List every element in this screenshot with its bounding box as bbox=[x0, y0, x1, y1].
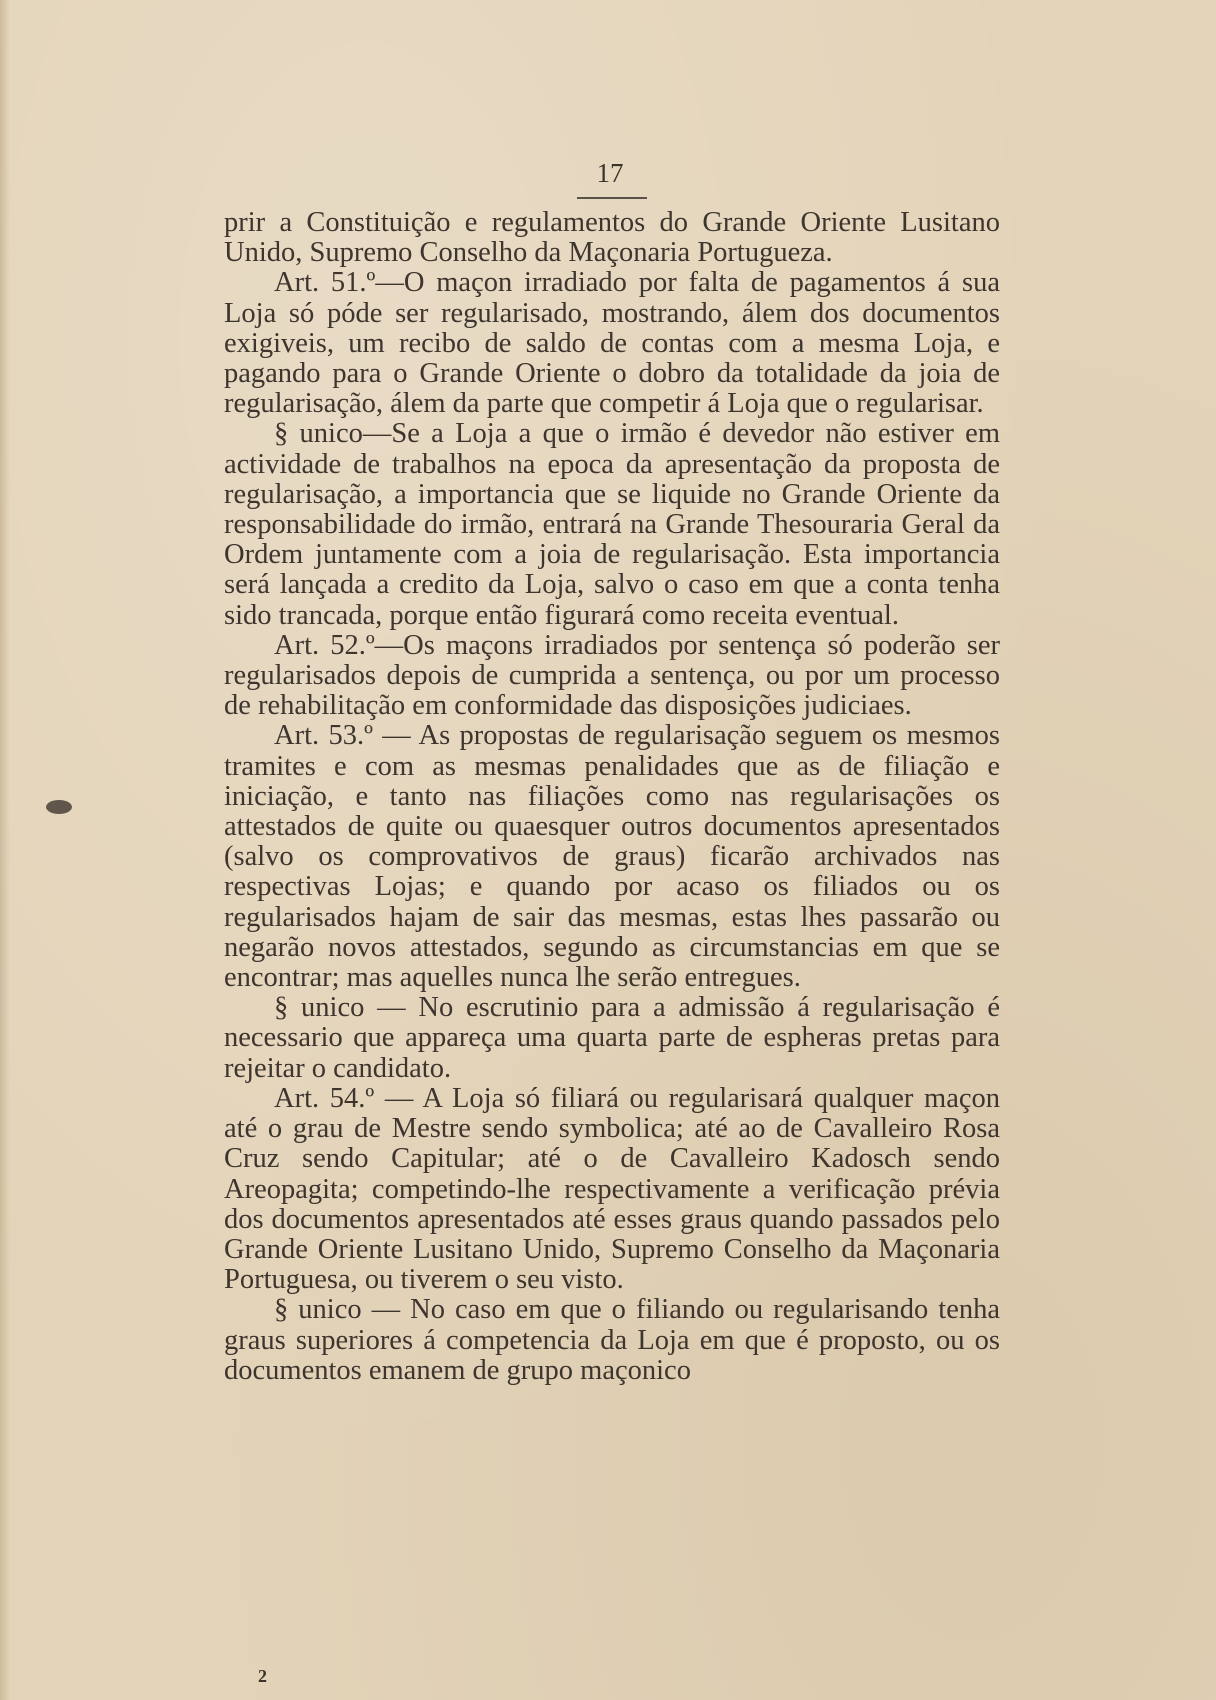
body-text bbox=[224, 208, 1000, 1386]
paragraph-art-51-unico: § unico—Se a Loja a que o irmão é devedor não estiver em actividade de trabalhos na epoca da apresentação da proposta de regularisação, a importancia que se liquide no Grande Oriente da responsabilidade do irmão, entrará na Grande Thesouraria Geral da Ordem juntamente com a joia de regularisação. Esta importancia será lançada a credito da Loja, salvo o caso em que a conta tenha sido trancada, porque então figurará como receita eventual. bbox=[224, 418, 1000, 631]
header-rule bbox=[577, 197, 647, 199]
paragraph-art-54: Art. 54.º — A Loja só filiará ou regularisará qualquer maçon até o grau de Mestre sendo symbolica; até ao de Cavalleiro Rosa Cruz sendo Capitular; até o de Cavalleiro Kadosch sendo Areopagita; competindo-lhe respectivamente a verificação prévia dos documentos apresentados até esses graus quando passados pelo Grande Oriente Lusitano Unido, Supremo Conselho da Maçonaria Portuguesa, ou tiverem o seu visto. bbox=[224, 1082, 1000, 1296]
paragraph-art-51: Art. 51.º—O maçon irradiado por falta de pagamentos á sua Loja só póde ser regularisado, mostrando, álem dos documentos exigiveis, um recibo de saldo de contas com a mesma Loja, e pagando para o Grande Oriente o dobro da totalidade da joia de regularisação, álem da parte que competir á Loja que o regularisar. bbox=[224, 267, 1000, 420]
page-number: 17 bbox=[596, 158, 624, 188]
paragraph-art-52: Art. 52.º—Os maçons irradiados por sentença só poderão ser regularisados depois de cumprida a sentença, ou por um processo de rehabilitação em conformidade das disposições judiciaes. bbox=[224, 629, 1000, 722]
paragraph-art-53-unico: § unico — No escrutinio para a admissão á regularisação é necessario que appareça uma quarta parte de espheras pretas para rejeitar o candidato. bbox=[224, 992, 1000, 1084]
ink-stain bbox=[46, 800, 72, 814]
paragraph-art-53: Art. 53.º — As propostas de regularisação seguem os mesmos tramites e com as mesmas penalidades que as de filiação e iniciação, e tanto nas filiações como nas regularisações os attestados de quite ou quaesquer outros documentos apresentados (salvo os comprovativos de graus) ficarão archivados nas respectivas Lojas; e quando por acaso os filiados ou os regularisados hajam de sair das mesmas, estas lhes passarão ou negarão novos attestados, segundo as circumstancias em que se encontrar; mas aquelles nunca lhe serão entregues. bbox=[224, 720, 1000, 994]
signature-mark: 2 bbox=[258, 1666, 267, 1686]
page-edge-shadow bbox=[0, 0, 10, 1700]
paragraph-art-54-unico: § unico — No caso em que o filiando ou regularisando tenha graus superiores á competencia da Loja em que é proposto, ou os documentos emanem de grupo maçonico bbox=[224, 1294, 1000, 1386]
paragraph-continuation: prir a Constituição e regulamentos do Grande Oriente Lusitano Unido, Supremo Conselho da Maçonaria Portugueza. bbox=[224, 207, 1000, 269]
